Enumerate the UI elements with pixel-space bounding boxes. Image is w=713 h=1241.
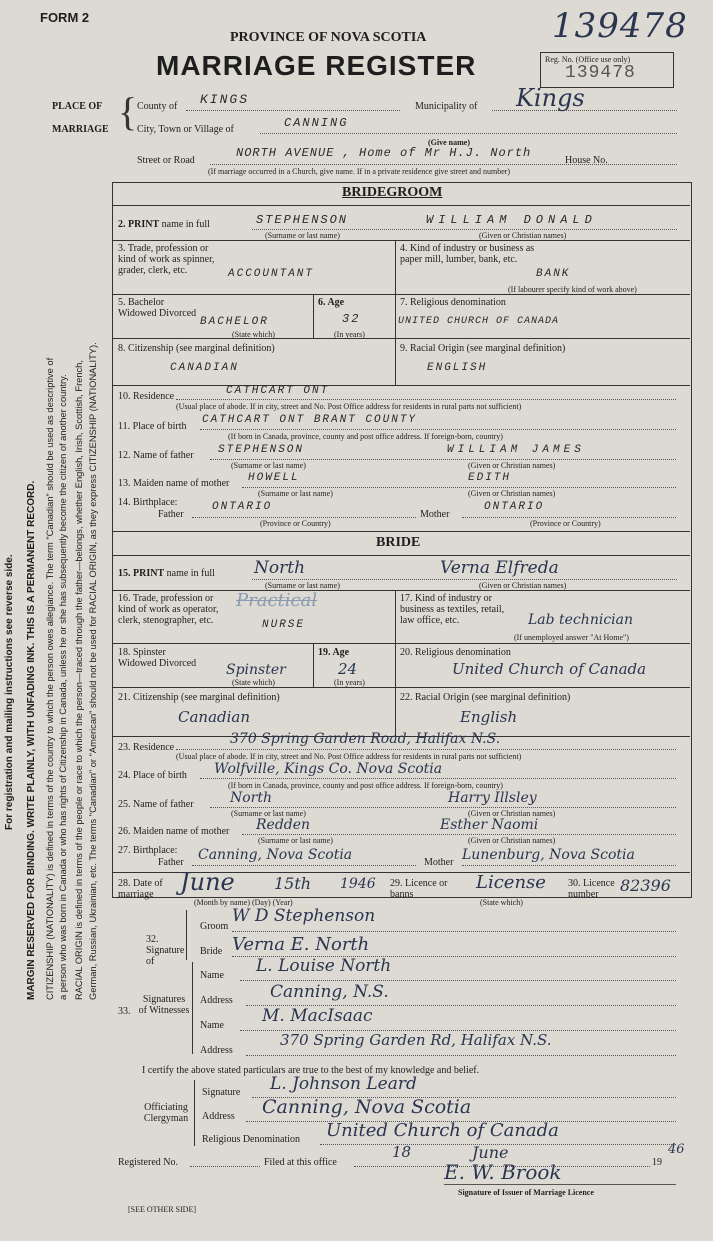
groom-f11-label: 11. Place of birth	[118, 421, 187, 432]
groom-res-line	[176, 399, 676, 400]
marriage-day: 15th	[274, 874, 312, 893]
bride-vdiv-16	[395, 590, 396, 737]
bride-father-line	[210, 807, 676, 808]
bride-f26-label: 26. Maiden name of mother	[118, 826, 230, 837]
signature-label: 32. Signature of	[146, 934, 185, 967]
bride-surname-note: (Surname or last name)	[265, 581, 340, 590]
bride-f15-text: name in full	[166, 568, 215, 579]
bride-name-line	[252, 579, 677, 580]
groom-mother-bp-line	[462, 517, 676, 518]
city-value: CANNING	[284, 116, 349, 130]
bride-industry: Lab technician	[528, 612, 633, 628]
licence-value: License	[476, 872, 546, 893]
bride-f23-label: 23. Residence	[118, 742, 175, 753]
groom-f12-label: 12. Name of father	[118, 450, 194, 461]
filed-label: Filed at this office	[264, 1157, 337, 1168]
place-side-label-2: MARRIAGE	[52, 124, 109, 135]
registered-line	[190, 1166, 260, 1167]
groom-residence: CATHCART ONT	[226, 385, 330, 397]
marriage-year: 1946	[340, 876, 376, 892]
witness-label: Signatures of Witnesses	[138, 994, 190, 1016]
groom-mother-surname: HOWELL	[248, 472, 300, 484]
county-line	[186, 110, 400, 111]
bride-heading-rule	[112, 555, 690, 556]
groom-mother-bp-note: (Province or Country)	[530, 519, 601, 528]
groom-mother-line	[242, 487, 676, 488]
groom-heading-rule	[112, 205, 690, 206]
groom-birthplace: CATHCART ONT BRANT COUNTY	[202, 414, 418, 426]
bride-religion: United Church of Canada	[452, 660, 647, 678]
page-title: MARRIAGE REGISTER	[156, 50, 477, 81]
groom-father-bp-note: (Province or Country)	[260, 519, 331, 528]
w1-name-label: Name	[200, 970, 224, 981]
groom-rule-end	[112, 531, 690, 532]
bride-f20-label: 20. Religious denomination	[400, 647, 511, 658]
groom-f7-label: 7. Religious denomination	[400, 297, 506, 308]
city-label: City, Town or Village of	[137, 124, 234, 135]
bride-rule-4	[112, 687, 690, 688]
filed-year-pre: 19	[652, 1157, 662, 1168]
bride-sig-label: Bride	[200, 946, 223, 957]
groom-f8-label: 8. Citizenship (see marginal definition)	[118, 343, 275, 354]
groom-father-sur-note: (Surname or last name)	[231, 461, 306, 470]
w2-name: M. MacIsaac	[262, 1006, 373, 1026]
bride-birth-line	[200, 778, 676, 779]
groom-signature: W D Stephenson	[232, 906, 376, 926]
give-name-note: (Give name)	[428, 138, 470, 147]
groom-mother-given: EDITH	[468, 472, 512, 484]
groom-birth-note: (If born in Canada, province, county and post office address. If foreign-born, country)	[228, 432, 503, 441]
clergy-label: Officiating Clergyman	[143, 1102, 189, 1124]
licence-number: 82396	[620, 876, 671, 895]
groom-mother-given-note: (Given or Christian names)	[468, 489, 556, 498]
house-label: House No.	[565, 155, 608, 166]
groom-father-given-note: (Given or Christian names)	[468, 461, 556, 470]
bride-status: Spinster	[226, 662, 286, 678]
groom-vdiv-5	[313, 294, 314, 338]
groom-racial: ENGLISH	[427, 362, 488, 374]
bride-father-birthplace: Canning, Nova Scotia	[198, 847, 353, 863]
groom-f3-label: 3. Trade, profession or kind of work as spinner, grader, clerk, etc.	[118, 243, 215, 276]
filed-year: 46	[668, 1142, 685, 1157]
bride-age-note: (In years)	[334, 678, 365, 687]
bride-f25-label: 25. Name of father	[118, 799, 194, 810]
groom-section-heading: BRIDEGROOM	[342, 185, 443, 200]
bride-mother-bp-label: Mother	[424, 857, 454, 868]
county-value: KINGS	[200, 92, 250, 107]
bride-f27-label: 27. Birthplace:	[118, 845, 178, 856]
groom-f5-label: 5. Bachelor Widowed Divorced	[118, 297, 197, 319]
groom-name-line	[252, 229, 677, 230]
bride-father-bp-label: Father	[158, 857, 184, 868]
bride-f24-label: 24. Place of birth	[118, 770, 187, 781]
margin-line-6: German, Russian, Ukrainian, etc. The terms "Canadian" or "American" should not be used for RACIAL ORIGIN, as they express CITIZENSHIP (NATIONALITY).	[88, 342, 98, 1000]
w2-address: 370 Spring Garden Rd, Halifax N.S.	[280, 1031, 552, 1049]
place-brace: {	[118, 89, 138, 134]
bride-f16-label: 16. Trade, profession or kind of work as operator, clerk, stenographer, etc.	[118, 593, 219, 626]
bride-res-note: (Usual place of abode. If in city, street and No. Post Office address for residents in rural parts not sufficient)	[176, 752, 522, 761]
bride-racial: English	[460, 708, 518, 726]
groom-f2-label	[118, 219, 210, 230]
bride-f17-note: (If unemployed answer "At Home")	[514, 633, 629, 642]
groom-mother-sur-note: (Surname or last name)	[258, 489, 333, 498]
filed-day: 18	[392, 1143, 412, 1161]
groom-sig-label: Groom	[200, 921, 229, 932]
groom-father-given: WILLIAM JAMES	[447, 444, 585, 456]
groom-f10-label: 10. Residence	[118, 391, 175, 402]
bride-f17-label: 17. Kind of industry or business as textiles, retail, law office, etc.	[400, 593, 505, 626]
clergy-sig-label: Signature	[202, 1087, 241, 1098]
signature-brace	[186, 910, 187, 960]
bride-f15-label	[118, 568, 215, 579]
groom-rule-3	[112, 294, 690, 295]
bride-birth-note: (If born in Canada, province, county and post office address. If foreign-born, country)	[228, 781, 503, 790]
bride-trade-struck: Practical	[236, 590, 318, 611]
groom-trade: ACCOUNTANT	[228, 268, 315, 280]
bride-mother-given-note: (Given or Christian names)	[468, 836, 556, 845]
clergy-signature: L. Johnson Leard	[270, 1074, 417, 1094]
municipality-value: Kings	[516, 84, 585, 112]
form-number: FORM 2	[40, 10, 90, 25]
province-heading: PROVINCE OF NOVA SCOTIA	[230, 30, 427, 45]
bride-mother-given: Esther Naomi	[440, 817, 539, 833]
groom-father-birthplace: ONTARIO	[212, 501, 273, 513]
groom-f2-print: 2. PRINT	[118, 219, 160, 230]
reg-box-label: Reg. No. (Office use only)	[545, 55, 631, 64]
bride-father-given-note: (Given or Christian names)	[468, 809, 556, 818]
groom-f14-label: 14. Birthplace:	[118, 497, 178, 508]
issuer-signature: E. W. Brook	[444, 1160, 562, 1184]
w1-name-line	[240, 980, 676, 981]
bride-rule-3	[112, 643, 690, 644]
groom-father-bp-label: Father	[158, 509, 184, 520]
city-line	[260, 133, 677, 134]
handwritten-register-number: 139478	[552, 6, 688, 46]
w1-name: L. Louise North	[256, 956, 392, 976]
bride-father-bp-line	[192, 865, 416, 866]
bride-father-given: Harry Illsley	[448, 790, 537, 806]
groom-religion: UNITED CHURCH OF CANADA	[398, 316, 560, 327]
street-label: Street or Road	[137, 155, 195, 166]
witness-brace	[192, 962, 193, 1054]
bride-f21-label: 21. Citizenship (see marginal definition)	[118, 692, 280, 703]
bride-given: Verna Elfreda	[440, 558, 559, 578]
bride-given-note: (Given or Christian names)	[479, 581, 567, 590]
f33-label: 33.	[118, 1006, 131, 1017]
groom-age-note: (In years)	[334, 330, 365, 339]
bride-father-surname: North	[230, 790, 273, 806]
groom-father-line	[210, 459, 676, 460]
groom-father-surname: STEPHENSON	[218, 444, 305, 456]
certify-text: I certify the above stated particulars are true to the best of my knowledge and belief.	[142, 1065, 480, 1076]
licence-state-note: (State which)	[480, 898, 523, 907]
bride-mother-line	[242, 834, 676, 835]
bride-father-sur-note: (Surname or last name)	[231, 809, 306, 818]
groom-state-note: (State which)	[232, 330, 275, 339]
clergy-religion: United Church of Canada	[326, 1120, 559, 1141]
bride-f19-label: 19. Age	[318, 647, 350, 658]
margin-line-4: a person who was born in Canada or who has rights of Citizenship in Canada, unless he or she has subsequently become the citizen of another country.	[58, 374, 68, 1000]
place-side-label-1: PLACE OF	[52, 101, 103, 112]
groom-f13-label: 13. Maiden name of mother	[118, 478, 230, 489]
w2-name-label: Name	[200, 1020, 224, 1031]
bride-res-line	[176, 749, 676, 750]
margin-line-2: MARGIN RESERVED FOR BINDING. WRITE PLAINLY, WITH UNFADING INK. THIS IS A PERMANENT RECORD.	[26, 480, 37, 1000]
marriage-month: June	[180, 868, 235, 896]
bride-surname: North	[254, 558, 306, 578]
street-value: NORTH AVENUE , Home of Mr H.J. North	[236, 146, 532, 160]
groom-mother-birthplace: ONTARIO	[484, 501, 545, 513]
w2-addr-label: Address	[200, 1045, 233, 1056]
issuer-line	[444, 1184, 676, 1185]
bride-residence: 370 Spring Garden Road, Halifax N.S.	[230, 731, 501, 747]
bride-birthplace: Wolfville, Kings Co. Nova Scotia	[214, 761, 443, 777]
street-note: (If marriage occurred in a Church, give name. If in a private residence give street and number)	[208, 167, 511, 176]
clergy-addr-label: Address	[202, 1111, 235, 1122]
groom-citizenship: CANADIAN	[170, 362, 239, 374]
clergy-relig-label: Religious Denomination	[202, 1134, 301, 1145]
bride-signature: Verna E. North	[232, 934, 370, 955]
groom-mother-bp-label: Mother	[420, 509, 450, 520]
groom-f9-label: 9. Racial Origin (see marginal definition)	[400, 343, 566, 354]
bride-vdiv-18	[313, 643, 314, 687]
groom-f4-label: 4. Kind of industry or business as paper mill, lumber, bank, etc.	[400, 243, 535, 265]
groom-age: 32	[342, 312, 361, 326]
bride-mother-surname: Redden	[256, 817, 311, 833]
reg-number-box	[540, 52, 674, 88]
groom-status: BACHELOR	[200, 316, 269, 328]
reg-box-number: 139478	[565, 63, 636, 83]
groom-f4-note: (If labourer specify kind of work above)	[508, 285, 637, 294]
issuer-label: Signature of Issuer of Marriage Licence	[458, 1188, 594, 1197]
w2-addr-line	[246, 1055, 676, 1056]
registered-label: Registered No.	[118, 1157, 178, 1168]
groom-rule-5	[112, 385, 690, 386]
clergy-brace	[194, 1080, 195, 1146]
groom-industry: BANK	[536, 268, 571, 280]
bride-state-note: (State which)	[232, 678, 275, 687]
groom-f6-label: 6. Age	[318, 297, 345, 308]
groom-rule-2	[112, 240, 690, 241]
bride-citizenship: Canadian	[178, 708, 251, 726]
date-label: 28. Date of marriage	[118, 878, 163, 900]
bride-age: 24	[338, 660, 358, 678]
bride-mother-birthplace: Lunenburg, Nova Scotia	[462, 847, 635, 863]
w1-address: Canning, N.S.	[270, 982, 389, 1002]
groom-res-note: (Usual place of abode. If in city, street and No. Post Office address for residents in rural parts not sufficient)	[176, 402, 522, 411]
bride-section-heading: BRIDE	[376, 535, 421, 550]
groom-birth-line	[200, 429, 676, 430]
municipality-label: Municipality of	[415, 101, 478, 112]
groom-given-note: (Given or Christian names)	[479, 231, 567, 240]
clergy-address: Canning, Nova Scotia	[262, 1096, 472, 1118]
groom-vdiv-3	[395, 240, 396, 386]
filed-month: June	[472, 1143, 509, 1162]
licence-number-label: 30. Licence number	[568, 878, 615, 900]
groom-surname-note: (Surname or last name)	[265, 231, 340, 240]
bride-f22-label: 22. Racial Origin (see marginal definition)	[400, 692, 571, 703]
licence-label: 29. Licence or banns	[390, 878, 448, 900]
county-label: County of	[137, 101, 178, 112]
groom-sig-line	[232, 931, 676, 932]
margin-line-5: RACIAL ORIGIN is defined in terms of the people or race to which the person—traced through the father—belongs, whether English, Irish, Scottish, French,	[74, 360, 84, 1000]
groom-surname: STEPHENSON	[256, 213, 349, 227]
groom-father-bp-line	[192, 517, 416, 518]
groom-given: WILLIAM DONALD	[426, 213, 597, 227]
groom-rule-4	[112, 338, 690, 339]
bride-rule-2	[112, 590, 690, 591]
bride-trade: NURSE	[262, 619, 306, 631]
date-note: (Month by name) (Day) (Year)	[194, 898, 293, 907]
margin-line-3: CITIZENSHIP (NATIONALITY) is defined in terms of the country to which the person owes allegiance. The term "Canadian" should be used as descriptive of	[45, 357, 55, 1000]
bride-mother-sur-note: (Surname or last name)	[258, 836, 333, 845]
bride-f18-label: 18. Spinster Widowed Divorced	[118, 647, 197, 669]
margin-line-1: For registration and mailing instructions see reverse side.	[4, 554, 15, 830]
see-other-side: [SEE OTHER SIDE]	[128, 1205, 196, 1214]
bride-mother-bp-line	[462, 865, 676, 866]
groom-f2-text: name in full	[161, 219, 210, 230]
w1-addr-label: Address	[200, 995, 233, 1006]
bride-f15-print: 15. PRINT	[118, 568, 165, 579]
